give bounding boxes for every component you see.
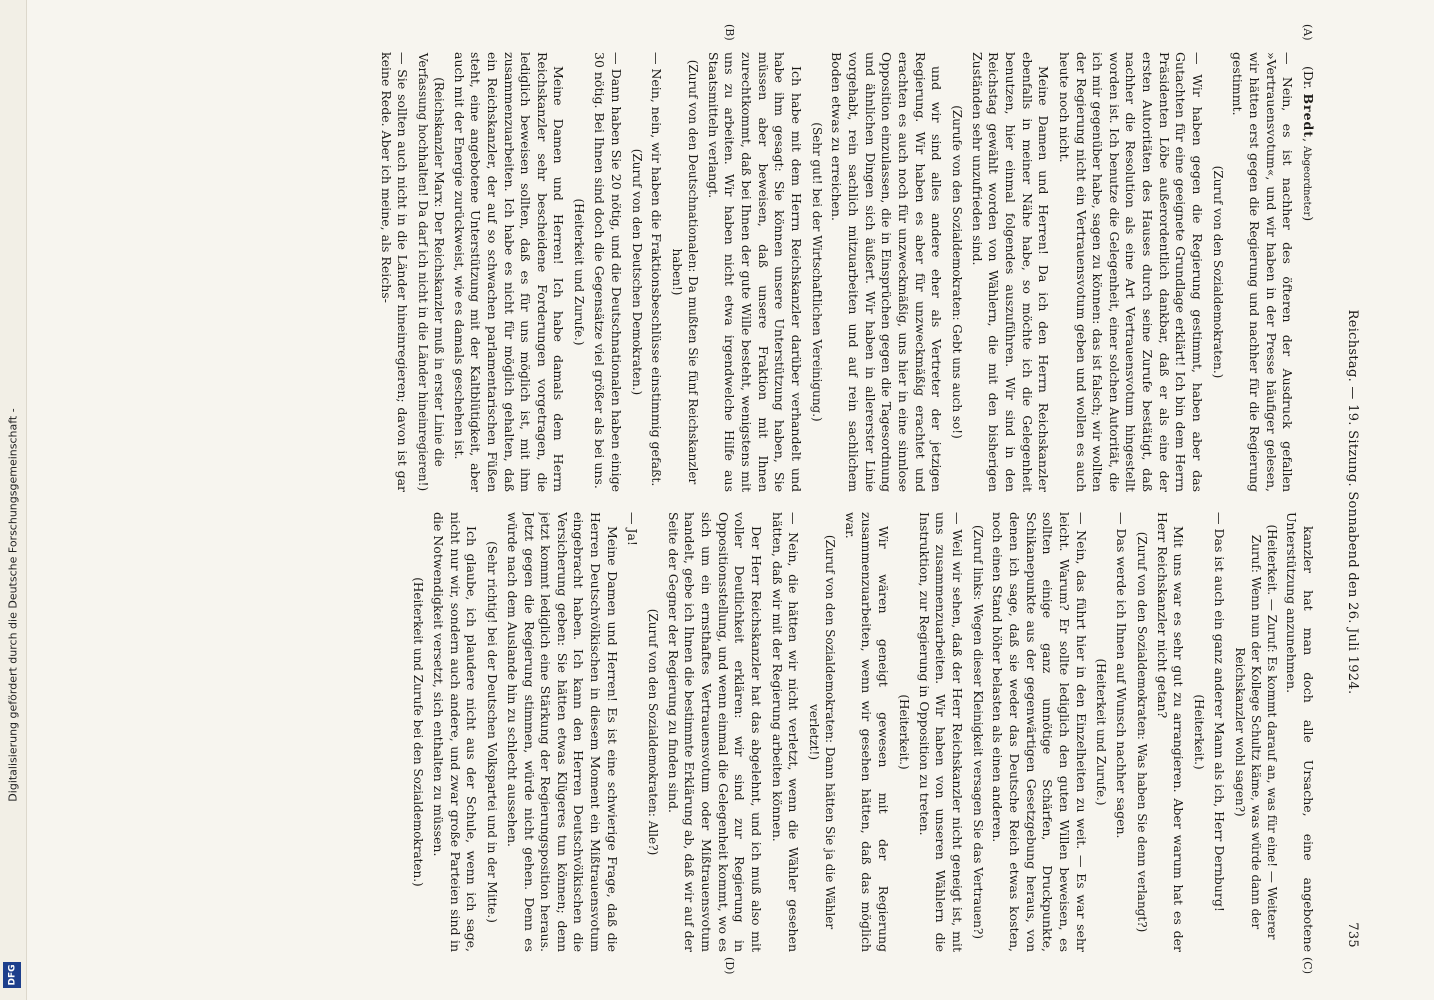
interjection: (Zuruf von den Sozialdemokraten: Alle?) (646, 608, 661, 856)
margin-mark-c: (C) (1301, 957, 1314, 974)
paragraph: kanzler hat man doch alle Ursache, eine angebotene Unterstützung anzunehmen. (1284, 512, 1316, 952)
scanned-page-wrapper (96, 24, 1366, 975)
paragraph: — Weil wir sehen, daß der Herr Reichskanzler nicht geneigt ist, mit uns zusammenzuarbeiten. Wir haben von unseren Wählern die Instruktion, zur Regierung in Opposition zu treten. (916, 512, 965, 952)
paragraph: — Wir haben gegen die Regierung gestimmt, haben aber das Gutachten für eine geeignete Grundlage erklärt! Ich bin dem Herrn Präsidenten Löbe außerordentlich dankbar, daß er als eine der ersten Autoritäten des Hauses durch seine Zurufe bestätigt, daß nachher die Resolution als eine Art Vertrauensvotum hingestellt worden ist. Ich benutze die Gelegenheit, einer solchen Autorität, die ich mir gegenüber habe, sagen zu können: das ist falsch; wir wollten der Regierung nicht ein Vertrauensvotum geben und wollen es auch heute noch nicht. (1056, 52, 1205, 492)
paragraph: — Nein, es ist nachher des öfteren der Ausdruck gefallen »Vertrauensvotum«, und wir haben in der Presse häufiger gelesen, wir hätten erst gegen die Regierung und nachher für die Regierung gestimmt. (1230, 52, 1296, 492)
interjection: (Sehr gut! bei der Wirtschaftlichen Vereinigung.) (809, 122, 824, 422)
right-paragraphs (409, 512, 1316, 952)
paragraph: Meine Damen und Herren! Da ich den Herrn Reichskanzler ebenfalls in meiner Nähe habe, so möchte ich die Gelegenheit benutzen, hier einmal folgendes auszuführen. Wir sind in den Reichstag gewählt worden von Wählern, die mit den bisherigen Zuständen sehr unzufrieden sind. (969, 52, 1052, 492)
interjection: (Zuruf von den Sozialdemokraten.) (1210, 165, 1225, 379)
interjection: (Heiterkeit.) (896, 694, 911, 770)
speaker-name: Bredt (1301, 93, 1316, 139)
paragraph: Wir wären geneigt gewesen mit der Regierung zusammenzuarbeiten, wenn wir gesehen hätten, daß das möglich war. (842, 512, 891, 952)
interjection: (Zuruf von den Sozialdemokraten: Dann hätten Sie ja die Wähler verletzt!) (807, 534, 838, 930)
margin-mark-d: (D) (723, 957, 736, 975)
interjection: (Zuruf von den Deutschen Demokraten.) (629, 148, 644, 396)
interjection: (Heiterkeit.) (1192, 694, 1207, 770)
digitization-sidebar (0, 0, 27, 1000)
paragraph: — Nein, die hätten wir nicht verletzt, wenn die Wähler gesehen hätten, daß wir mit der Regierung arbeiten können. (769, 512, 802, 952)
paragraph: Ich habe mit dem Herrn Reichskanzler darüber verhandelt und habe ihm gesagt: Sie können unsere Unterstützung haben, Sie müssen aber beweisen, daß unsere Fraktion mit Ihnen zurechtkommt, daß bei Ihnen der gute Wille besteht, wenigstens mit uns zu arbeiten. Wir haben nicht etwa irgendwelche Hilfe aus Staatsmitteln verlangt. (705, 52, 804, 492)
digitization-credit: Digitalisierung gefördert durch die Deutsche Forschungsgemeinschaft - (6, 408, 20, 802)
interjection: (Heiterkeit und Zurufe.) (1094, 658, 1109, 806)
interjection: (Zurufe von den Sozialdemokraten: Gebt uns auch so!) (950, 105, 965, 439)
paragraph: — Dann haben Sie 20 nötig, und die Deutschnationalen haben einige 30 nötig. Bei Ihnen sind doch die Gegensätze viel größer als bei uns. (592, 52, 624, 492)
paragraph: — Ja! (625, 512, 641, 546)
paragraph: Mit uns war es sehr gut zu arrangieren. Aber warum hat es der Herr Reichskanzler nicht getan? (1154, 512, 1187, 952)
paragraph: — Das werde ich Ihnen auf Wunsch nachher sagen. (1114, 512, 1130, 839)
paragraph: und wir sind alles andere eher als Vertreter der jetzigen Regierung. Wir haben es aber für unzweckmäßig erachtet und erachten es auch noch für unzweckmäßig, uns hier in eine sinnlose Opposition einzulassen, die in Einsprüchen gegen die Tagesordnung und ähnlichen Dingen sich äußert. Wir haben in allererster Linie vorgehabt, rein sachlich mitzuarbeiten und auf rein sachlichem Boden etwas zu erreichen. (829, 52, 945, 492)
paragraph: Meine Damen und Herren! Es ist eine schwierige Frage, daß die Herren Deutschvölkischen in diesem Moment ein Mißtrauensvotum eingebracht haben. Ich kann den Herren Deutschvölkischen die Versicherung geben: Sie hätten etwas Klügeres tun können; denn jetzt kommt lediglich eine Stärkung der Regierungsposition heraus. Jetzt gegen die Regierung stimmen, würde nicht gehen. Denn es würde nach dem Auslande hin zu schlecht aussehen. (504, 512, 620, 952)
page-header (1338, 52, 1366, 952)
speaker-role: Abgeordneter (1301, 146, 1312, 217)
margin-mark-a: (A) (1301, 24, 1314, 41)
right-column (106, 512, 1316, 952)
margin-mark-b: (B) (723, 24, 736, 41)
interjection: (Heiterkeit und Zurufe.) (572, 198, 587, 346)
interjection: (Zuruf links: Wegen dieser Kleinigkeit versagen Sie das Vertrauen?) (970, 524, 985, 940)
interjection: (Heiterkeit. — Zuruf: Es kommt darauf an, was für eine! — Weiterer Zuruf: Wenn nun der Kollege Schultz käme, was würde dann der Reichskanzler wohl sagen?) (1232, 524, 1279, 940)
paragraph: Der Herr Reichskanzler hat das abgelehnt, und ich muß also mit voller Deutlichkeit erklären: wir sind zur Regierung in Oppositionsstellung, und wenn einmal die Gelegenheit kommt, wo es sich um ein ernsthaftes Vertrauensvotum oder Mißtrauensvotum handelt, gebe ich Ihnen die bestimmte Erklärung ab, daß wir auf der Seite der Gegner der Regierung zu finden sind. (665, 512, 764, 952)
paragraph: Ich glaube, ich plaudere nicht aus der Schule, wenn ich sage, nicht nur wir, sondern auch andere, und zwar große Parteien sind in die Notwendigkeit versetzt, sich enthalten zu müssen. (431, 512, 480, 952)
paragraph: — Nein, nein, wir haben die Fraktionsbeschlüsse einstimmig gefaßt. (649, 52, 665, 487)
speaker-line: (Dr. Bredt, Abgeordneter) (1301, 66, 1316, 222)
interjection: (Reichskanzler Marx: Der Reichskanzler muß in erster Linie die Verfassung hochhalten! Da darf ich nicht in die Länder hineinregieren!) (416, 52, 447, 492)
interjection: (Sehr richtig! bei der Deutschen Volkspartei und in der Mitte.) (485, 541, 500, 923)
interjection: (Zuruf von den Sozialdemokraten: Was haben Sie denn verlangt?) (1135, 531, 1150, 933)
page-number: 735 (1345, 922, 1360, 948)
paragraph: — Das ist auch ein ganz anderer Mann als ich, Herr Dernburg! (1211, 512, 1227, 912)
running-title: Reichstag. — 19. Sitzung. Sonnabend den 26. Juli 1924. (1344, 309, 1360, 695)
scanned-page (96, 24, 1366, 975)
left-column (106, 52, 1316, 492)
dfg-logo: DFG (3, 962, 21, 988)
paragraph: — Sie sollten auch nicht in die Länder hineinregieren; davon ist gar keine Rede. Aber ich meine, als Reichs- (378, 52, 411, 492)
left-paragraphs (377, 52, 1295, 492)
paragraph: Meine Damen und Herren! Ich habe damals dem Herrn Reichskanzler sehr bescheidene Forderungen vorgetragen, die lediglich beweisen sollten, daß es für uns möglich ist, mit ihm zusammenzuarbeiten. Ich habe es nicht für möglich gehalten, daß ein Reichskanzler, der auf so schwachen parlamentarischen Füßen steht, eine angebotene Unterstützung mit der Kaltblütigkeit, aber auch mit der Energie zurückweist, wie es damals geschehen ist. (451, 52, 567, 492)
paragraph: — Nein, das führt hier in den Einzelheiten zu weit. — Es war sehr leicht. Warum? Er sollte lediglich den guten Willen beweisen, es sollten einige ganz unnötige Schärfen, Druckpunkte, Schikanepunkte aus der gegenwärtigen Gesetzgebung heraus, von denen ich sage, daß sie weder das Deutsche Reich etwas kosten, noch einen Stand höher belasten als einen anderen. (990, 512, 1089, 952)
interjection: (Heiterkeit und Zurufe bei den Sozialdemokraten.) (411, 577, 426, 887)
interjection: (Zuruf von den Deutschnationalen: Da mußten Sie fünf Reichskanzler haben!) (670, 59, 701, 485)
